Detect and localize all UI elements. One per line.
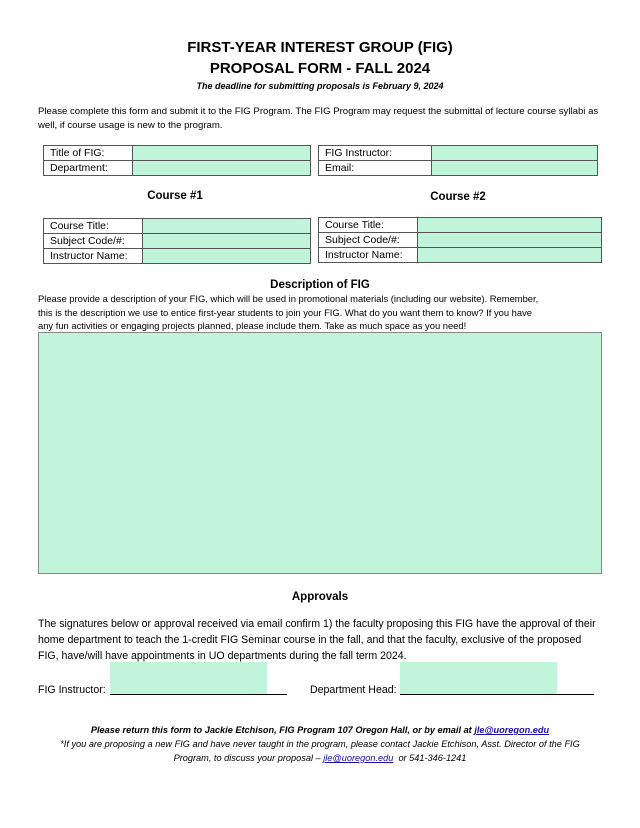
- footer-text: Please return this form to Jackie Etchison, FIG Program 107 Oregon Hall, or by email at: [90, 725, 475, 735]
- course1-title-field[interactable]: [143, 219, 311, 234]
- course2-subject-field[interactable]: [418, 233, 602, 248]
- description-line: any fun activities or engaging projects planned, please include them. Take as much space as you need!: [38, 320, 467, 331]
- footer-email-link[interactable]: jle@uoregon.edu: [474, 725, 550, 735]
- fig-instructor-label: FIG Instructor:: [319, 146, 432, 161]
- intro-paragraph: [38, 105, 618, 133]
- department-field[interactable]: [133, 161, 311, 176]
- approvals-line: The signatures below or approval received via email confirm 1) the faculty proposing this FIG have the approval of their: [38, 618, 596, 630]
- course1-subject-field[interactable]: [143, 234, 311, 249]
- course2-instructor-field[interactable]: [418, 248, 602, 263]
- course2-title-field[interactable]: [418, 218, 602, 233]
- course2-subject-label: Subject Code/#:: [319, 233, 418, 248]
- table-row: [44, 219, 311, 234]
- table-row: [44, 161, 311, 176]
- approvals-heading: Approvals: [291, 591, 349, 603]
- form-title: FIRST-YEAR INTEREST GROUP (FIG): [187, 39, 453, 56]
- department-head-signature-field[interactable]: [400, 662, 557, 694]
- course2-title-label: Course Title:: [319, 218, 418, 233]
- fig-info-table-right: [318, 145, 598, 176]
- email-label: Email:: [319, 161, 432, 176]
- table-row: [319, 146, 598, 161]
- description-instructions: [38, 292, 618, 333]
- table-row: [44, 234, 311, 249]
- table-row: [319, 218, 602, 233]
- course1-heading: Course #1: [147, 190, 203, 202]
- footer-new-fig-note: *If you are proposing a new FIG and have never taught in the program, please contact Jackie Etchison, Asst. Director of the FIG: [60, 739, 580, 749]
- course2-instructor-label: Instructor Name:: [319, 248, 418, 263]
- fig-instructor-signature-line: [110, 694, 287, 695]
- course1-instructor-field[interactable]: [143, 249, 311, 264]
- course1-subject-label: Subject Code/#:: [44, 234, 143, 249]
- table-row: [319, 233, 602, 248]
- fig-instructor-field[interactable]: [432, 146, 598, 161]
- deadline-note: The deadline for submitting proposals is February 9, 2024: [196, 81, 444, 91]
- footer-text: Program, to discuss your proposal –: [173, 753, 324, 763]
- fig-info-table-left: [43, 145, 311, 176]
- intro-line: well, if course usage is new to the program.: [38, 120, 223, 131]
- fig-instructor-signature-field[interactable]: [110, 662, 267, 694]
- fig-instructor-signature-label: FIG Instructor:: [38, 684, 106, 696]
- department-head-signature-label: Department Head:: [310, 684, 397, 696]
- form-subtitle: PROPOSAL FORM - FALL 2024: [209, 60, 431, 77]
- description-line: Please provide a description of your FIG, which will be used in promotional materials (including our website). Remember,: [38, 293, 539, 304]
- title-of-fig-field[interactable]: [133, 146, 311, 161]
- title-of-fig-label: Title of FIG:: [44, 146, 133, 161]
- table-row: [319, 248, 602, 263]
- approvals-line: FIG, have/will have appointments in UO departments during the fall term 2024.: [38, 650, 407, 662]
- table-row: [44, 249, 311, 264]
- footer-phone: or 541-346-1241: [393, 753, 467, 763]
- course1-table: [43, 218, 311, 264]
- course2-table: [318, 217, 602, 263]
- department-head-signature-line: [400, 694, 594, 695]
- table-row: [44, 146, 311, 161]
- footer-contact-note: [0, 751, 640, 765]
- department-label: Department:: [44, 161, 133, 176]
- email-field[interactable]: [432, 161, 598, 176]
- description-textarea[interactable]: [38, 332, 602, 574]
- description-line: this is the description we use to entice first-year students to join your FIG. What do you want them to know? If you have: [38, 306, 532, 318]
- footer-contact-email-link[interactable]: jle@uoregon.edu: [323, 753, 394, 763]
- description-heading: Description of FIG: [270, 279, 370, 291]
- approvals-line: home department to teach the 1-credit FIG Seminar course in the fall, and that the faculty, exclusive of the proposed: [38, 634, 582, 646]
- footer-return-note: [0, 723, 640, 737]
- course1-instructor-label: Instructor Name:: [44, 249, 143, 264]
- approvals-paragraph: [38, 616, 628, 664]
- table-row: [319, 161, 598, 176]
- intro-line: Please complete this form and submit it to the FIG Program. The FIG Program may request the submittal of lecture course syllabi as: [38, 106, 599, 117]
- course1-title-label: Course Title:: [44, 219, 143, 234]
- course2-heading: Course #2: [430, 191, 486, 203]
